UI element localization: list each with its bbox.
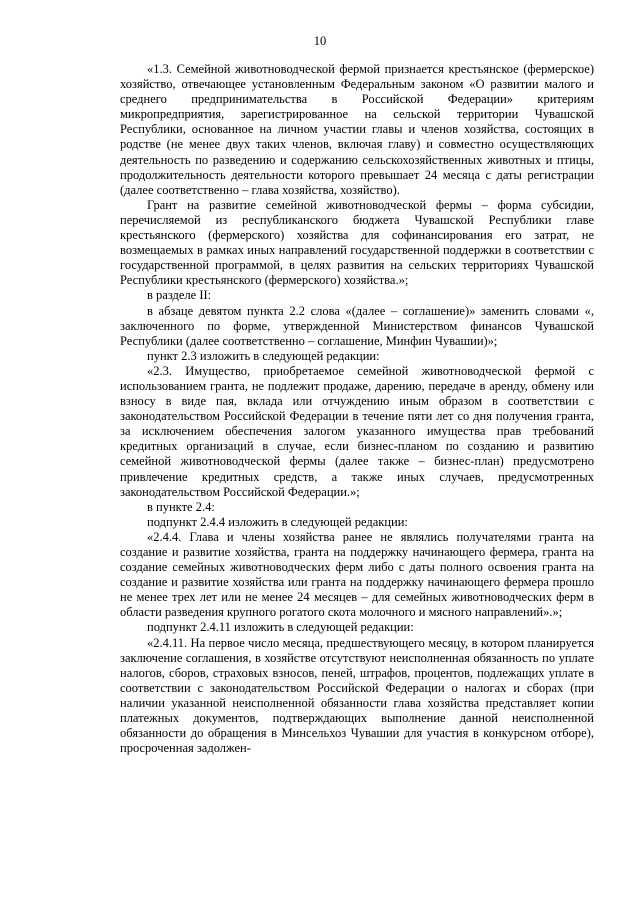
paragraph-1-3-definition: «1.3. Семейной животноводческой фермой признается крестьянское (фермерское) хозяйство, отвечающее установленным Федеральным законом «О развитии малого и среднего предпринимательства в Российской Федерации» критериям микропредприятия, зарегистрированное на сельской территории Чувашской Республики, основанное на личном участии главы и членов хозяйства, состоящих в родстве (не менее двух таких членов, включая главу) и совместно осуществляющих деятельность по разведению и содержанию сельскохозяйственных животных и птицы, продолжительность деятельности которого превышает 24 месяца с даты регистрации (далее соответственно – глава хозяйства, хозяйство). [120,62,594,197]
document-body [120,62,594,756]
page-number: 10 [313,34,327,48]
paragraph-grant-definition: Грант на развитие семейной животноводческой фермы – форма субсидии, перечисляемой из республиканского бюджета Чувашской Республики главе крестьянского (фермерского) хозяйства для софинансирования его затрат, не возмещаемых в рамках иных направлений государственной поддержки в соответствии с государственной программой, в целях развития на сельских территориях Чувашской Республики крестьянского (фермерского) хозяйства.»; [120,197,594,288]
paragraph-section-ii: в разделе II: [147,288,212,303]
paragraph-2-4-4-intro: подпункт 2.4.4 изложить в следующей редакции: [147,514,408,529]
paragraph-2-4-11-text: «2.4.11. На первое число месяца, предшествующего месяцу, в котором планируется заключение соглашения, в хозяйстве отсутствуют неисполненная обязанность по уплате налогов, сборов, страховых взносов, пеней, штрафов, процентов, подлежащих уплате в соответствии с законодательством Российской Федерации о налогах и сборах (при наличии указанной неисполненной обязанности глава хозяйства представляет копии платежных документов, подтверждающих выполнение данной неисполненной обязанности до обращения в Минсельхоз Чувашии для участия в конкурсном отборе), просроченная задолжен- [120,635,594,756]
paragraph-2-4-4-text: «2.4.4. Глава и члены хозяйства ранее не являлись получателями гранта на создание и развитие хозяйства, гранта на поддержку начинающего фермера, гранта на создание семейных животноводческих ферм либо с даты полного освоения гранта на создание и развитие хозяйства или гранта на поддержку начинающего фермера прошло не менее трех лет или не менее 24 месяцев – для семейных животноводческих ферм в области разведения крупного рогатого скота молочного и мясного направлений».»; [120,529,594,620]
paragraph-2-4-11-intro: подпункт 2.4.11 изложить в следующей редакции: [147,620,414,635]
paragraph-2-3-text: «2.3. Имущество, приобретаемое семейной животноводческой фермой с использованием гранта, не подлежит продаже, дарению, передаче в аренду, обмену или взносу в виде пая, вклада или отчуждению иным образом в соответствии с законодательством Российской Федерации в течение пяти лет со дня получения гранта, за исключением обеспечения залогом указанного имущества прав требований кредитных организаций в случае, если бизнес-планом по созданию и развитию семейной животноводческой фермы (далее также – бизнес-план) предусмотрено привлечение кредитных средств, а также иных случаев, предусмотренных законодательством Российской Федерации.»; [120,363,594,499]
paragraph-2-2-amendment: в абзаце девятом пункта 2.2 слова «(далее – соглашение)» заменить словами «, заключенного по форме, утвержденной Министерством финансов Чувашской Республики (далее соответственно – соглашение, Минфин Чувашии)»; [120,303,594,348]
paragraph-2-4-intro: в пункте 2.4: [147,499,215,514]
paragraph-2-3-intro: пункт 2.3 изложить в следующей редакции: [147,348,380,363]
